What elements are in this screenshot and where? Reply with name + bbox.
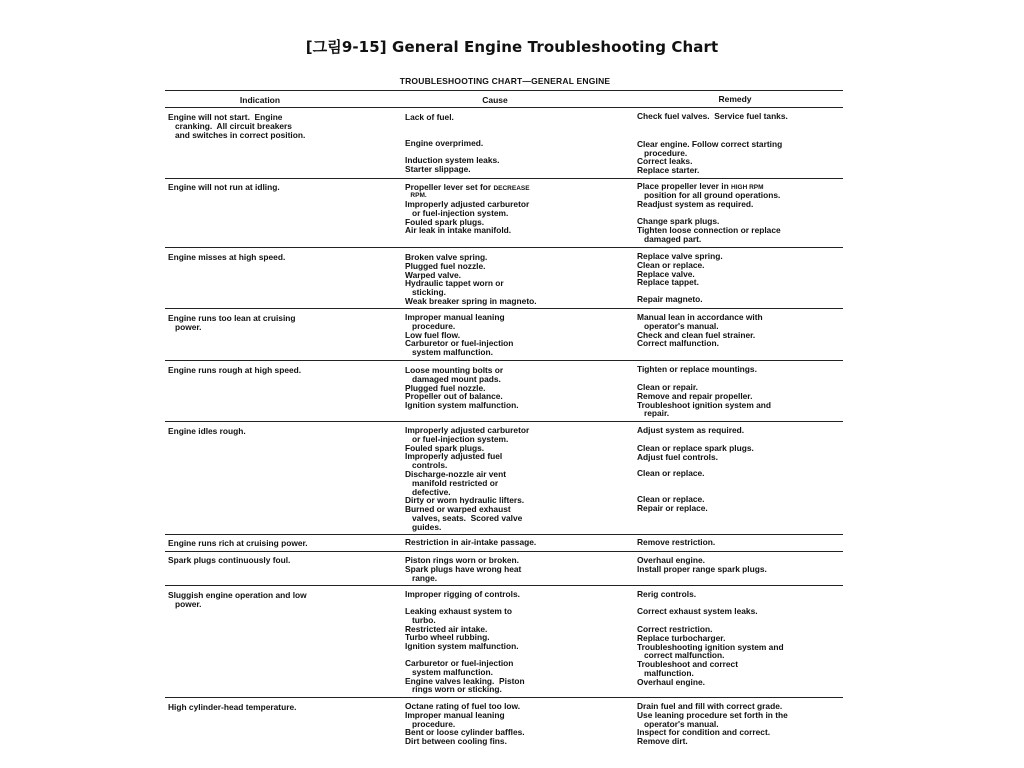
row-9-remedy: Correct restriction. Replace turbocharger. Troubleshooting ignition system and correct malfunction. Troubleshoot and correct malfunction. Overhaul engine.: [637, 624, 784, 687]
row-10-remedy: Drain fuel and fill with correct grade. Use leaning procedure set forth in the operator's manual. Inspect for condition and correct. Remove dirt.: [637, 701, 788, 747]
row-2-cause: Propeller lever set for DECREASE: [405, 182, 530, 192]
row-divider: [165, 247, 843, 248]
row-7-cause: Restriction in air-intake passage.: [405, 537, 537, 547]
row-9-remedy: Correct exhaust system leaks.: [637, 606, 758, 616]
row-9-cause: Carburetor or fuel-injection system malfunction. Engine valves leaking. Piston rings worn or sticking.: [405, 658, 525, 695]
row-8-remedy: Overhaul engine. Install proper range spark plugs.: [637, 555, 767, 574]
header-indication: Indication: [239, 95, 281, 105]
chart-title: TROUBLESHOOTING CHART—GENERAL ENGINE: [399, 76, 611, 86]
row-4-cause: Improper manual leaning procedure. Low fuel flow. Carburetor or fuel-injection system malfunction.: [405, 312, 514, 358]
row-7-remedy: Remove restriction.: [637, 537, 716, 547]
row-divider: [165, 178, 843, 179]
header-remedy: Remedy: [718, 94, 752, 104]
row-6-remedy: Clean or replace spark plugs. Adjust fuel controls.: [637, 443, 754, 462]
row-2-cause: RPM.: [405, 192, 427, 199]
row-6-indication: Engine idles rough.: [168, 426, 246, 436]
row-divider: [165, 360, 843, 361]
row-6-remedy: Clean or replace. Repair or replace.: [637, 494, 708, 513]
row-3-remedy: Repair magneto.: [637, 294, 703, 304]
row-2-indication: Engine will not run at idling.: [168, 182, 280, 192]
row-1-cause: Induction system leaks. Starter slippage.: [405, 155, 500, 174]
row-divider: [165, 534, 843, 535]
row-1-remedy: Correct leaks. Replace starter.: [637, 156, 700, 175]
row-1-remedy: Clear engine. Follow correct starting procedure.: [637, 139, 783, 158]
slide-title: [그림9-15] General Engine Troubleshooting Chart: [305, 38, 719, 56]
row-9-cause: Improper rigging of controls.: [405, 589, 520, 599]
row-10-indication: High cylinder-head temperature.: [168, 702, 297, 712]
row-5-indication: Engine runs rough at high speed.: [168, 365, 302, 375]
table-top-rule: [165, 90, 843, 91]
header-rule: [165, 107, 843, 108]
troubleshooting-chart: [165, 70, 845, 762]
row-divider: [165, 421, 843, 422]
row-divider: [165, 308, 843, 309]
row-2-cause: Improperly adjusted carburetor or fuel-injection system. Fouled spark plugs. Air leak in intake manifold.: [405, 199, 530, 236]
row-1-cause: Lack of fuel.: [405, 112, 454, 122]
row-7-indication: Engine runs rich at cruising power.: [168, 538, 308, 548]
row-2-remedy: Place propeller lever in HIGH RPM: [637, 181, 764, 191]
row-10-cause: Octane rating of fuel too low. Improper manual leaning procedure. Bent or loose cylinder baffles. Dirt between cooling fins.: [405, 701, 525, 747]
row-5-remedy: Clean or repair. Remove and repair propeller. Troubleshoot ignition system and repair.: [637, 382, 772, 419]
row-6-remedy: Adjust system as required.: [637, 425, 745, 435]
row-9-remedy: Rerig controls.: [637, 589, 697, 599]
row-6-remedy: Clean or replace.: [637, 468, 705, 478]
row-8-cause: Piston rings worn or broken. Spark plugs have wrong heat range.: [405, 555, 522, 583]
row-6-cause: Improperly adjusted carburetor or fuel-injection system. Fouled spark plugs. Improperly adjusted fuel controls. Discharge-nozzle air vent manifold restricted or defective. Dirty or worn hydraulic lifters. Burned or warped exhaust valves, seats. Scored valve guides.: [405, 425, 530, 532]
row-divider: [165, 551, 843, 552]
row-3-remedy: Replace valve spring. Clean or replace. Replace valve. Replace tappet.: [637, 251, 723, 288]
row-5-remedy: Tighten or replace mountings.: [637, 364, 757, 374]
row-9-cause: Leaking exhaust system to turbo. Restricted air intake. Turbo wheel rubbing. Ignition system malfunction.: [405, 606, 519, 652]
header-cause: Cause: [482, 95, 508, 105]
row-2-remedy: Change spark plugs. Tighten loose connection or replace damaged part.: [637, 216, 781, 244]
row-4-remedy: Manual lean in accordance with operator's manual. Check and clean fuel strainer. Correct malfunction.: [637, 312, 763, 349]
row-2-remedy: position for all ground operations. Readjust system as required.: [637, 190, 781, 209]
row-3-cause: Broken valve spring. Plugged fuel nozzle. Warped valve. Hydraulic tappet worn or sticking. Weak breaker spring in magneto.: [405, 252, 537, 306]
row-3-indication: Engine misses at high speed.: [168, 252, 286, 262]
row-5-cause: Loose mounting bolts or damaged mount pads. Plugged fuel nozzle. Propeller out of balance. Ignition system malfunction.: [405, 365, 519, 411]
row-1-cause: Engine overprimed.: [405, 138, 484, 148]
row-divider: [165, 697, 843, 698]
row-divider: [165, 585, 843, 586]
row-9-indication: Sluggish engine operation and low power.: [168, 590, 307, 609]
row-1-remedy: Check fuel valves. Service fuel tanks.: [637, 111, 788, 121]
row-1-indication: Engine will not start. Engine cranking. All circuit breakers and switches in correct position.: [168, 112, 306, 140]
row-8-indication: Spark plugs continuously foul.: [168, 555, 291, 565]
row-4-indication: Engine runs too lean at cruising power.: [168, 313, 296, 332]
